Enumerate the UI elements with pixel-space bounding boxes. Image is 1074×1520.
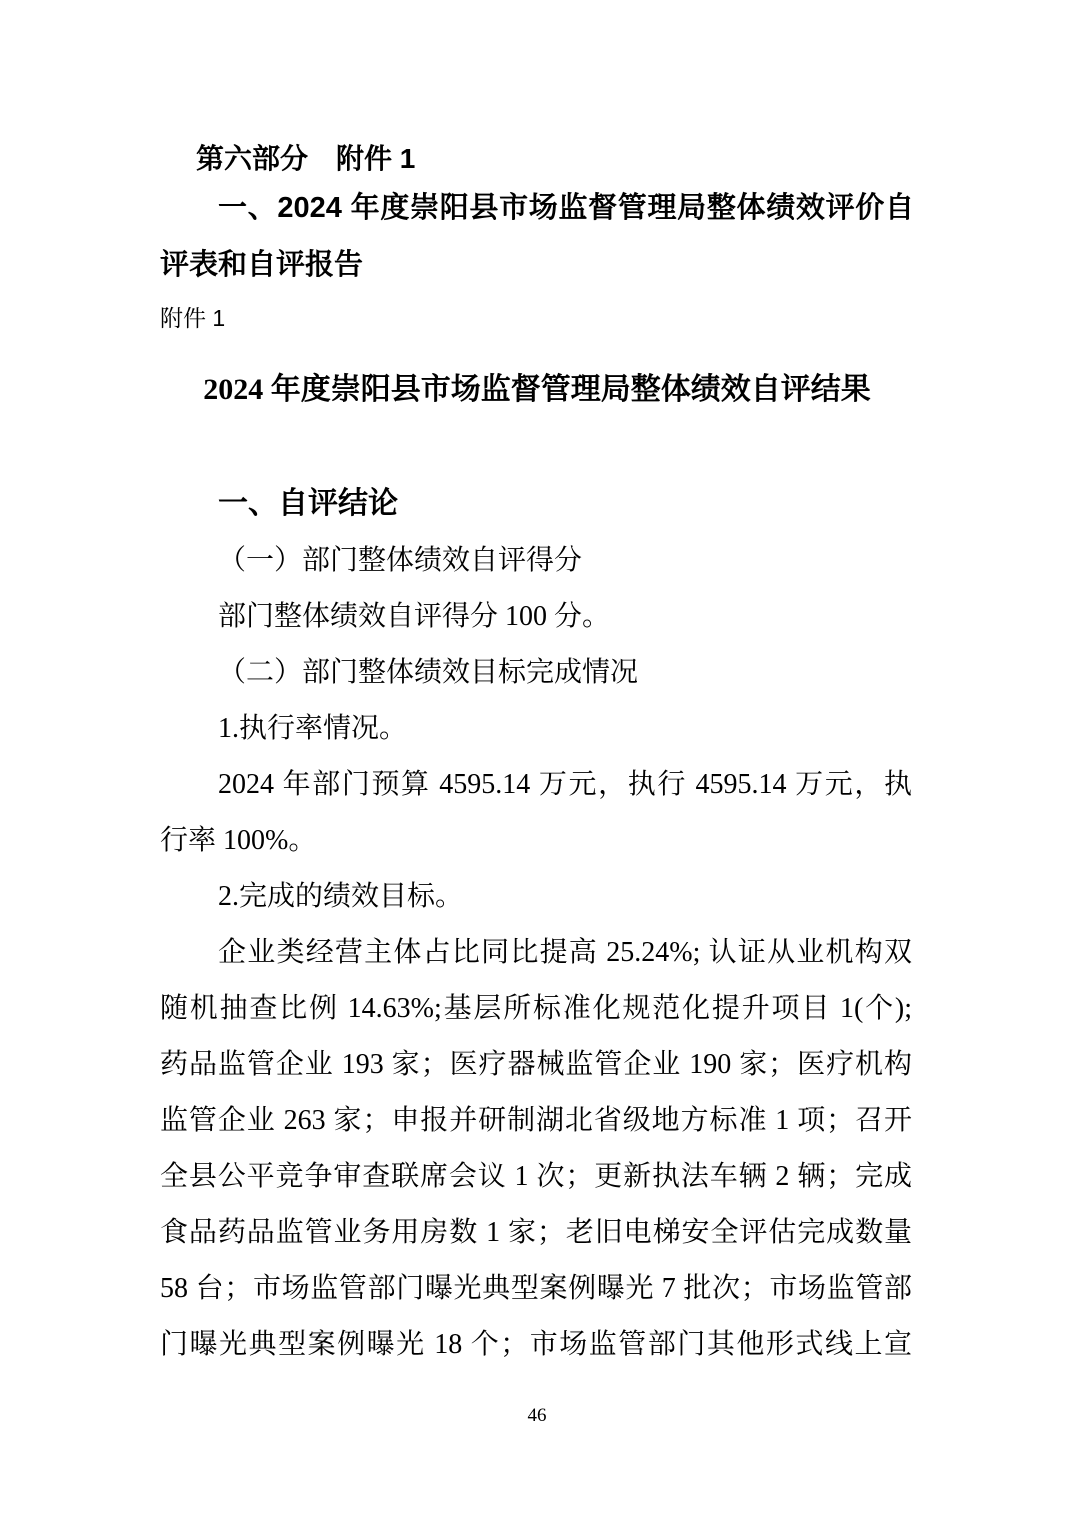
- section-1-heading: 一、自评结论: [218, 487, 398, 520]
- paragraph-score: 部门整体绩效自评得分 100 分。: [218, 601, 611, 632]
- paragraph-line: 食品药品监管业务用房数 1 家；老旧电梯安全评估完成数量: [160, 1217, 912, 1248]
- item-2-heading: 2.完成的绩效目标。: [218, 881, 464, 912]
- subheading-1: （一）部门整体绩效自评得分: [218, 545, 583, 576]
- page-number: 46: [527, 1405, 547, 1426]
- subheading-2: （二）部门整体绩效目标完成情况: [218, 657, 639, 688]
- paragraph-line: 门曝光典型案例曝光 18 个；市场监管部门其他形式线上宣: [160, 1329, 912, 1360]
- subsection-heading-line1: 一、2024 年度崇阳县市场监督管理局整体绩效评价自: [218, 192, 914, 224]
- subsection-heading-line2: 评表和自评报告: [160, 249, 364, 281]
- attachment-label: 附件 1: [160, 305, 226, 331]
- paragraph-line: 企业类经营主体占比同比提高 25.24%; 认证从业机构双: [218, 937, 912, 968]
- paragraph-line: 全县公平竞争审查联席会议 1 次；更新执法车辆 2 辆；完成: [160, 1161, 912, 1192]
- paragraph-line: 行率 100%。: [160, 825, 317, 856]
- paragraph-line: 随机抽查比例 14.63%;基层所标准化规范化提升项目 1(个);: [160, 993, 912, 1024]
- paragraph-line: 58 台；市场监管部门曝光典型案例曝光 7 批次；市场监管部: [160, 1273, 912, 1304]
- item-1-heading: 1.执行率情况。: [218, 713, 408, 744]
- report-title: 2024 年度崇阳县市场监督管理局整体绩效自评结果: [203, 373, 871, 406]
- paragraph-line: 2024 年部门预算 4595.14 万元，执行 4595.14 万元，执: [218, 769, 912, 800]
- report-body: [160, 533, 912, 1373]
- paragraph-line: 监管企业 263 家；申报并研制湖北省级地方标准 1 项；召开: [160, 1105, 912, 1136]
- paragraph-line: 药品监管企业 193 家；医疗器械监管企业 190 家；医疗机构: [160, 1049, 912, 1080]
- section-heading: 第六部分 附件 1: [196, 143, 416, 174]
